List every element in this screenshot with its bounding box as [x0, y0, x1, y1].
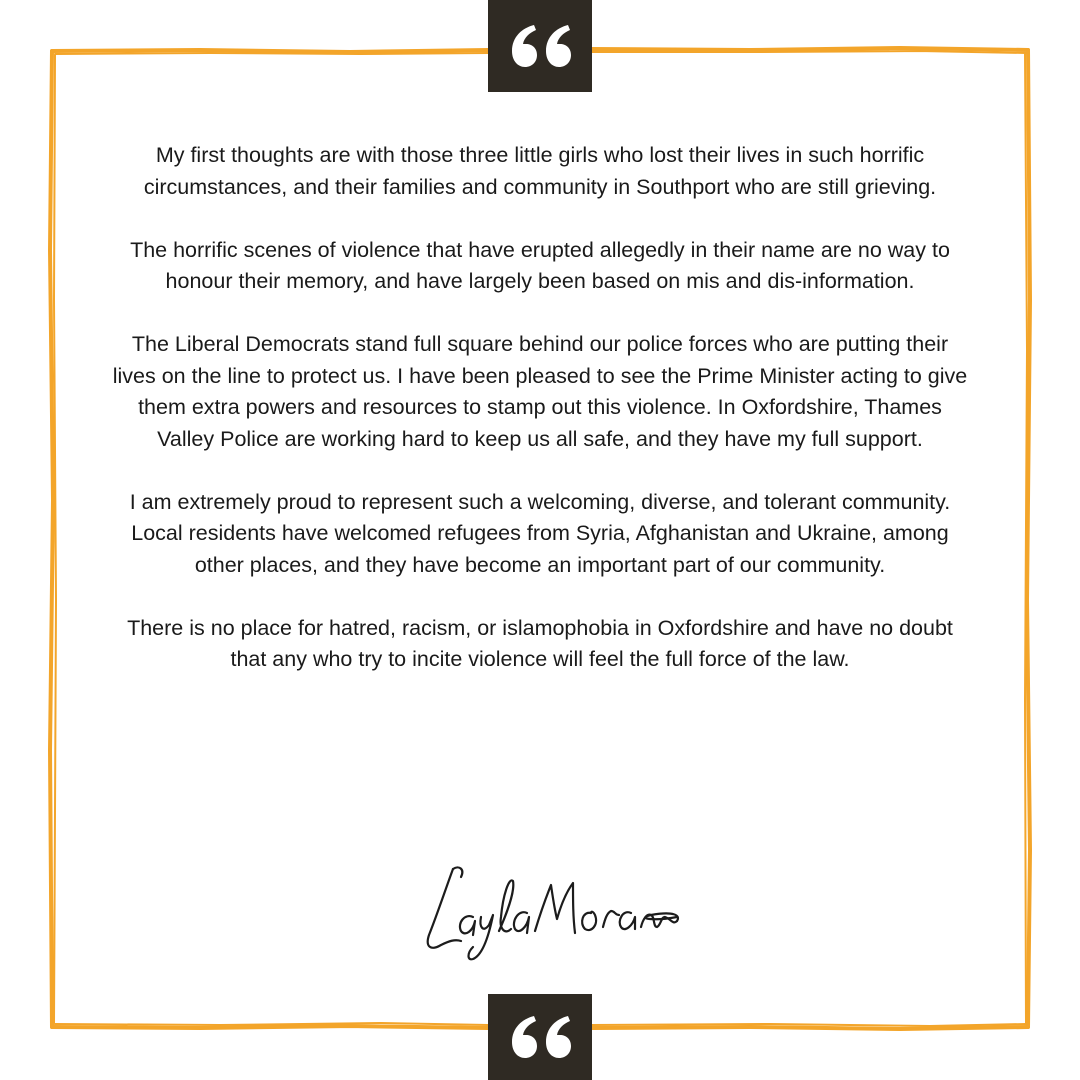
- quote-mark-icon: [508, 21, 572, 71]
- statement-paragraph-2: The horrific scenes of violence that have erupted allegedly in their name are no way to honour their memory, and have largely been based on mis and dis-information.: [130, 237, 950, 293]
- statement-paragraph-5: There is no place for hatred, racism, or islamophobia in Oxfordshire and have no doubt that any who try to incite violence will feel the full force of the law.: [127, 615, 953, 671]
- bottom-quote-box: [488, 994, 592, 1080]
- statement-paragraph-3: The Liberal Democrats stand full square behind our police forces who are putting their lives on the line to protect us. I have been pleased to see the Prime Minister acting to give them extra powers and resources to stamp out this violence. In Oxfordshire, Thames Valley Police are working hard to keep us all safe, and they have my full support.: [112, 332, 968, 451]
- top-quote-box: [488, 0, 592, 92]
- quote-mark-icon: [508, 1012, 572, 1062]
- statement-text: [110, 140, 970, 676]
- statement-paragraph-1: My first thoughts are with those three little girls who lost their lives in such horrific circumstances, and their families and community in Southport who are still grieving.: [143, 143, 937, 199]
- statement-paragraph-4: I am extremely proud to represent such a welcoming, diverse, and tolerant community. Local residents have welcomed refugees from Syria, Afghanistan and Ukraine, among other places, and they have become an important part of our community.: [129, 489, 951, 577]
- signature: [415, 855, 685, 965]
